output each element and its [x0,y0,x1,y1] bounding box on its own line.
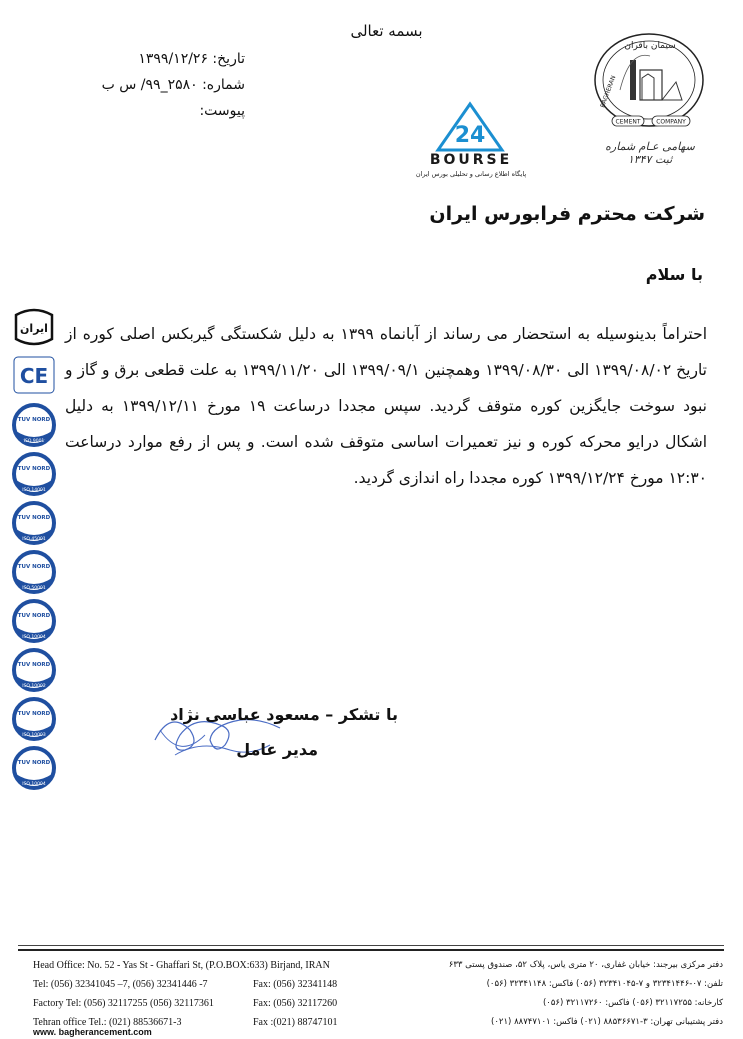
recipient: شرکت محترم فرابورس ایران [429,203,705,225]
logo-company-text: COMPANY [656,118,686,126]
ce-mark-icon [12,355,56,395]
footer-rule-thick [18,949,724,951]
cert-standard-label: ISO 10004 [22,782,46,787]
isiri-label: ایران [20,322,48,335]
bourse-wordmark: BOURSE [429,152,513,168]
logo-arc-text: سیمان باقران [624,41,676,51]
company-registration: سهامی عـام شماره ثبت ۱۳۴۷ [605,140,695,166]
cert-issuer-label: TUV NORD [17,515,51,521]
iso-50001-cert-icon [12,550,56,594]
iso-10004-cert-icon [12,599,56,643]
factory-fax-en: Fax: (056) 32117260 [253,998,338,1009]
greeting: با سلام [645,265,703,284]
tehran-fax-en: Fax :(021) 88747101 [253,1017,338,1028]
bismillah-heading: بسمه تعالی [350,22,423,40]
closing-signoff: با تشکر – مسعود عباسی نژاد [170,705,398,724]
iso-45001-cert-icon [12,501,56,545]
tehran-en: Tehran office Tel.: (021) 88536671-3 [33,1017,182,1028]
certification-column [10,305,60,795]
head-office-en: Head Office: No. 52 - Yas St - Ghaffari St, (P.O.BOX:633) Birjand, IRAN [33,960,330,971]
cert-issuer-label: TUV NORD [17,760,51,766]
factory-en: Factory Tel: (056) 32117255 (056) 32117361 [33,998,214,1009]
isiri-standard-icon [12,305,56,347]
cert-issuer-label: TUV NORD [17,711,51,717]
letter-body-paragraph: احتراماً بدینوسیله به استحضار می رساند از آبانماه ۱۳۹۹ به دلیل شکستگی گیربکس اصلی کوره از تاریخ ۱۳۹۹/۰۸/۰۲ الی ۱۳۹۹/۰۸/۳۰ وهمچنین ۱۳۹۹/۰۹/۱ الی ۱۳۹۹/۱۱/۲۰ به علت قطعی برق و گاز و نبود سوخت جایگزین کوره متوقف گردید. سپس مجددا درساعت ۱۹ مورخ ۱۳۹۹/۱۲/۱۱ به دلیل اشکال درایو محرکه کوره و نیز تعمیرات اساسی متوقف شده است. و پس از رفع موارد درساعت ۱۲:۳۰ مورخ ۱۳۹۹/۱۲/۲۴ کوره مجددا راه اندازی گردید. [65,325,707,487]
letter-number: شماره: ۲۵۸۰_۹۹/ س ب [101,77,245,93]
iso-10002-cert-icon [12,648,56,692]
letter-meta [45,46,245,124]
footer-row-tel [33,979,723,998]
bagheran-cement-logo [590,30,708,135]
cert-standard-label: ISO 10004 [22,635,46,640]
logo-cement-text: CEMENT [615,118,641,126]
cert-standard-label: ISO 9001 [23,439,45,444]
cert-standard-label: ISO 45001 [22,537,46,542]
tehran-fa: دفتر پشتیبانی تهران: ۳-۸۸۵۳۶۶۷۱ (۰۲۱) فاکس: ۸۸۷۴۷۱۰۱ (۰۲۱) [491,1017,723,1027]
cert-issuer-label: TUV NORD [17,417,51,423]
letter-attachment: پیوست: [199,103,245,119]
iso-10004b-cert-icon [12,746,56,790]
logo-left-text: BAGHERAN [599,74,618,109]
letter-body [65,316,707,496]
cert-standard-label: ISO 10003 [22,733,46,738]
cert-standard-label: ISO 50001 [22,586,46,591]
iso-9001-cert-icon [12,403,56,447]
factory-fa: کارخانه: ۳۲۱۱۷۲۵۵ (۰۵۶) فاکس: ۳۲۱۱۷۲۶۰ (۰۵۶) [542,998,723,1008]
cert-issuer-label: TUV NORD [17,564,51,570]
iso-14001-cert-icon [12,452,56,496]
cert-issuer-label: TUV NORD [17,466,51,472]
iso-10003-cert-icon [12,697,56,741]
cert-issuer-label: TUV NORD [17,662,51,668]
letter-date: تاریخ: ۱۳۹۹/۱۲/۲۶ [138,51,245,67]
head-office-fa: دفتر مرکزی بیرجند: خیابان غفاری، ۲۰ متری یاس، پلاک ۵۲، صندوق پستی ۶۳۳ [448,960,723,970]
bourse-subtitle: پایگاه اطلاع رسانی و تحلیلی بورس ایران [415,170,527,178]
footer-row-head-office [33,960,723,979]
website-link[interactable]: www. bagherancement.com [33,1027,152,1037]
cert-standard-label: ISO 14001 [22,488,46,493]
tel-fa: تلفن: ۰۷-۳۲۳۴۱۴۴۶ و ۷-۳۲۳۴۱۰۴۵ (۰۵۶) فاکس: ۳۲۳۴۱۱۴۸ (۰۵۶) [486,979,723,989]
footer-row-factory [33,998,723,1017]
cert-issuer-label: TUV NORD [17,613,51,619]
footer-rule [18,945,724,946]
signatory-role: مدیر عامل [236,740,318,759]
fax-en: Fax: (056) 32341148 [253,979,338,990]
ce-label: CE [19,364,49,388]
bourse-logo [420,100,520,180]
tel-en: Tel: (056) 32341045 –7, (056) 32341446 -7 [33,979,208,990]
footer-contact [33,960,723,1036]
cert-standard-label: ISO 10002 [22,684,46,689]
bourse-numeral: 24 [454,123,486,148]
